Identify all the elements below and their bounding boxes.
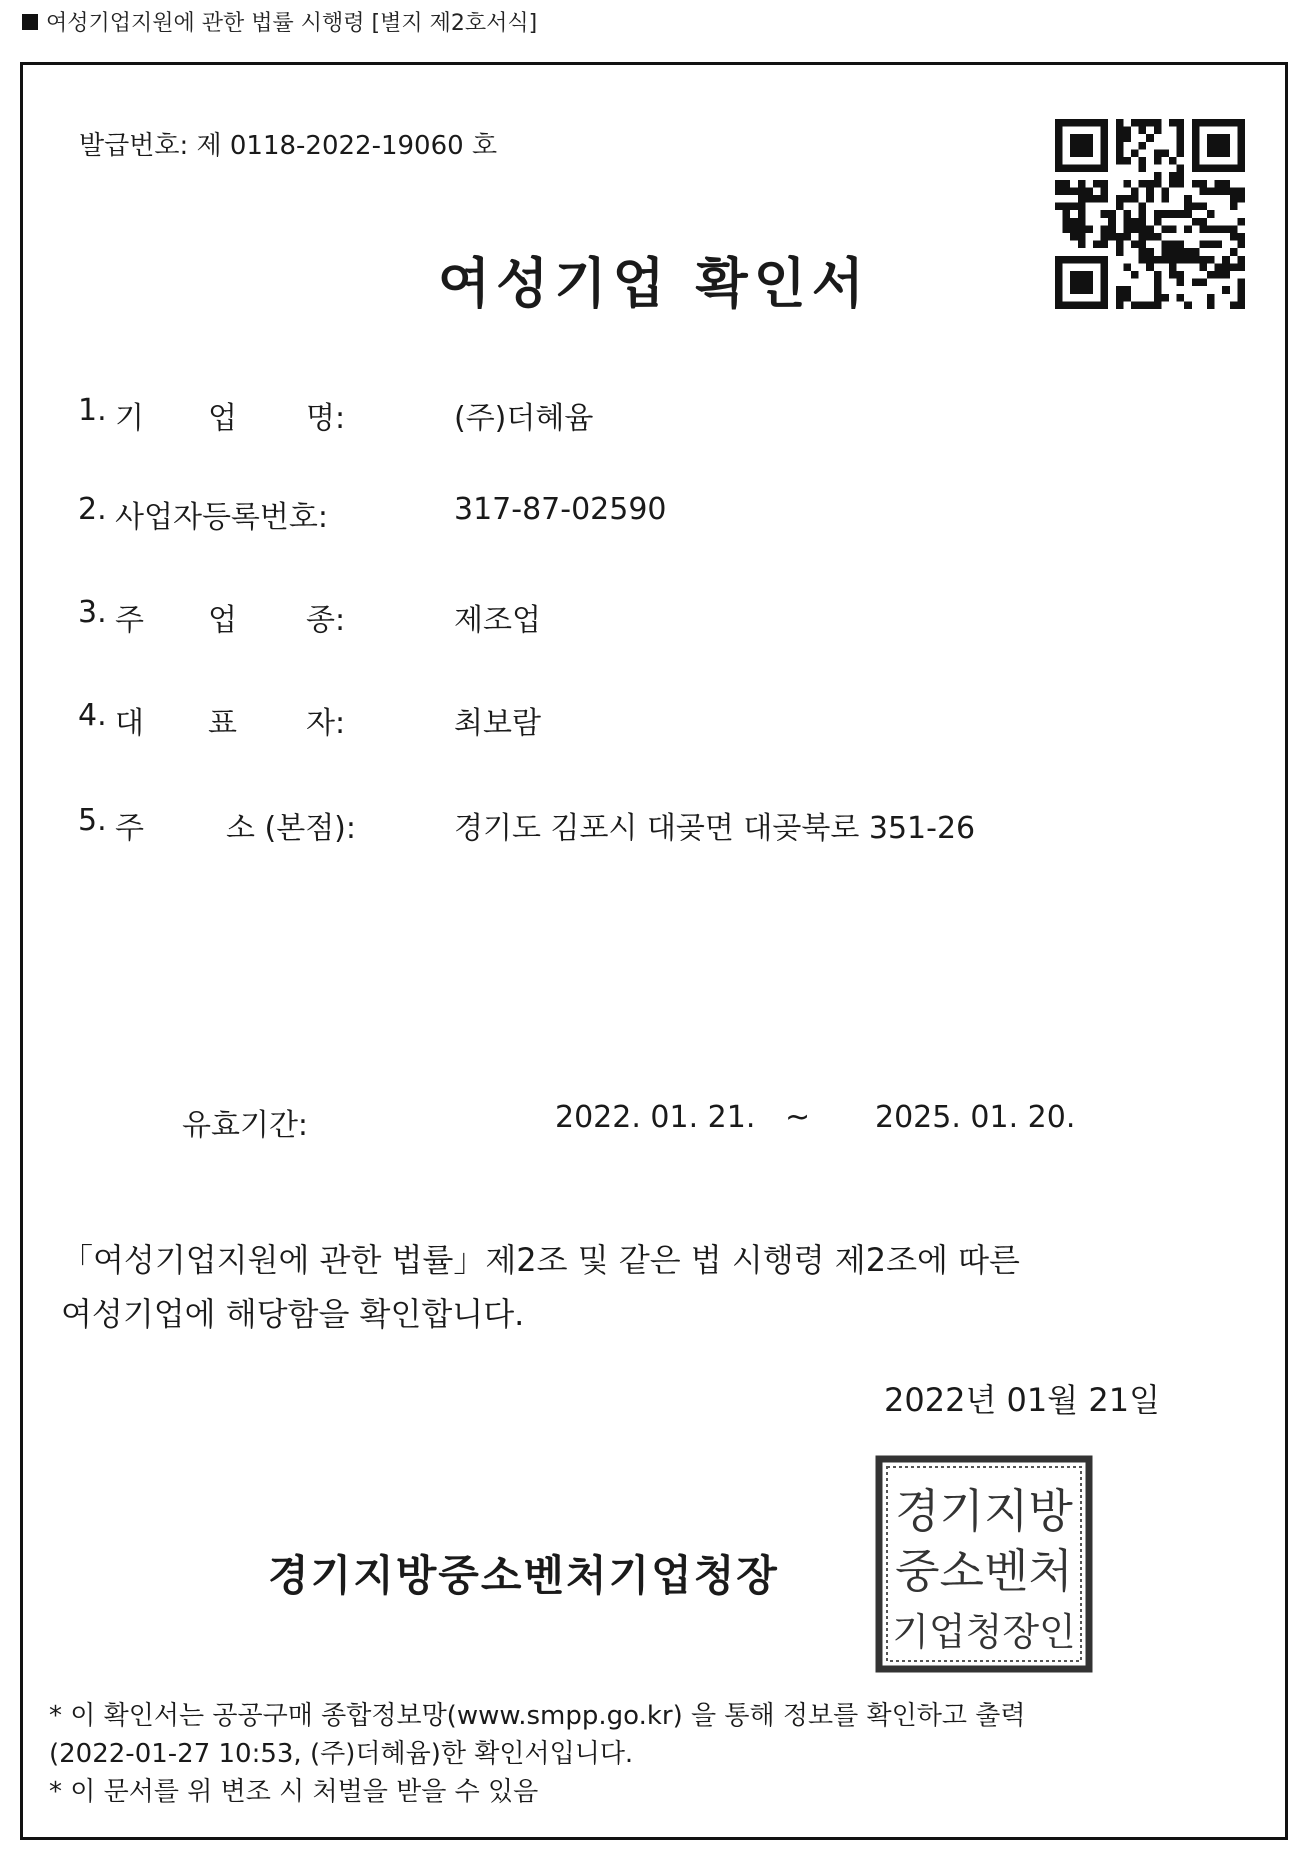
address-value: 경기도 김포시 대곶면 대곶북로 351-26 bbox=[454, 811, 976, 846]
issuing-authority: 경기지방중소벤처기업청장 bbox=[268, 1551, 779, 1600]
svg-text:경기지방: 경기지방 bbox=[895, 1484, 1073, 1538]
official-seal-stamp bbox=[873, 1453, 1095, 1675]
field-label: 명: bbox=[306, 401, 346, 436]
main-industry-value: 제조업 bbox=[454, 603, 541, 638]
field-label: 주 bbox=[115, 811, 144, 846]
validity-separator: ~ bbox=[785, 1100, 811, 1135]
field-label: 표 bbox=[208, 706, 237, 741]
field-number: 3. bbox=[78, 595, 107, 630]
business-registration-number-value: 317-87-02590 bbox=[454, 492, 667, 527]
statement-line: 여성기업에 해당함을 확인합니다. bbox=[61, 1295, 525, 1333]
validity-end-date: 2025. 01. 20. bbox=[875, 1100, 1076, 1135]
document-title: 여성기업 확인서 bbox=[438, 252, 870, 315]
form-reference-text: 여성기업지원에 관한 법률 시행령 [별지 제2호서식] bbox=[46, 11, 538, 36]
field-number: 5. bbox=[78, 803, 107, 838]
field-label: 업 bbox=[208, 603, 237, 638]
field-label: 업 bbox=[208, 401, 237, 436]
field-label: 종: bbox=[306, 603, 346, 638]
field-label: 기 bbox=[115, 401, 144, 436]
issue-date: 2022년 01월 21일 bbox=[884, 1381, 1160, 1419]
field-label: 자: bbox=[306, 706, 346, 741]
form-reference-header bbox=[22, 6, 537, 37]
note-line: (2022-01-27 10:53, (주)더혜윰)한 확인서입니다. bbox=[49, 1739, 634, 1769]
svg-text:기업청장인: 기업청장인 bbox=[892, 1610, 1076, 1654]
confirmation-statement bbox=[61, 1233, 1211, 1341]
bullet-square-icon bbox=[22, 14, 38, 30]
field-label: 대 bbox=[115, 706, 144, 741]
field-label: 주 bbox=[115, 603, 144, 638]
field-number: 2. bbox=[78, 492, 107, 527]
field-label: 사업자등록번호: bbox=[115, 500, 328, 535]
validity-start-date: 2022. 01. 21. bbox=[555, 1100, 756, 1135]
company-name-value: (주)더혜윰 bbox=[454, 401, 594, 436]
statement-line: 「여성기업지원에 관한 법률」제2조 및 같은 법 시행령 제2조에 따른 bbox=[61, 1241, 1020, 1279]
note-line: * 이 확인서는 공공구매 종합정보망(www.smpp.go.kr) 을 통해 정보를 확인하고 출력 bbox=[49, 1701, 1026, 1731]
certificate-frame bbox=[20, 62, 1288, 1840]
field-number: 1. bbox=[78, 393, 107, 428]
issue-number: 발급번호: 제 0118-2022-19060 호 bbox=[79, 131, 498, 161]
validity-label: 유효기간: bbox=[182, 1108, 309, 1143]
footer-notes bbox=[49, 1697, 1269, 1811]
field-number: 4. bbox=[78, 698, 107, 733]
note-line: * 이 문서를 위 변조 시 처벌을 받을 수 있음 bbox=[49, 1777, 539, 1807]
representative-value: 최보람 bbox=[454, 706, 541, 741]
field-label: 소 (본점): bbox=[226, 811, 356, 846]
svg-text:중소벤처: 중소벤처 bbox=[895, 1544, 1073, 1598]
